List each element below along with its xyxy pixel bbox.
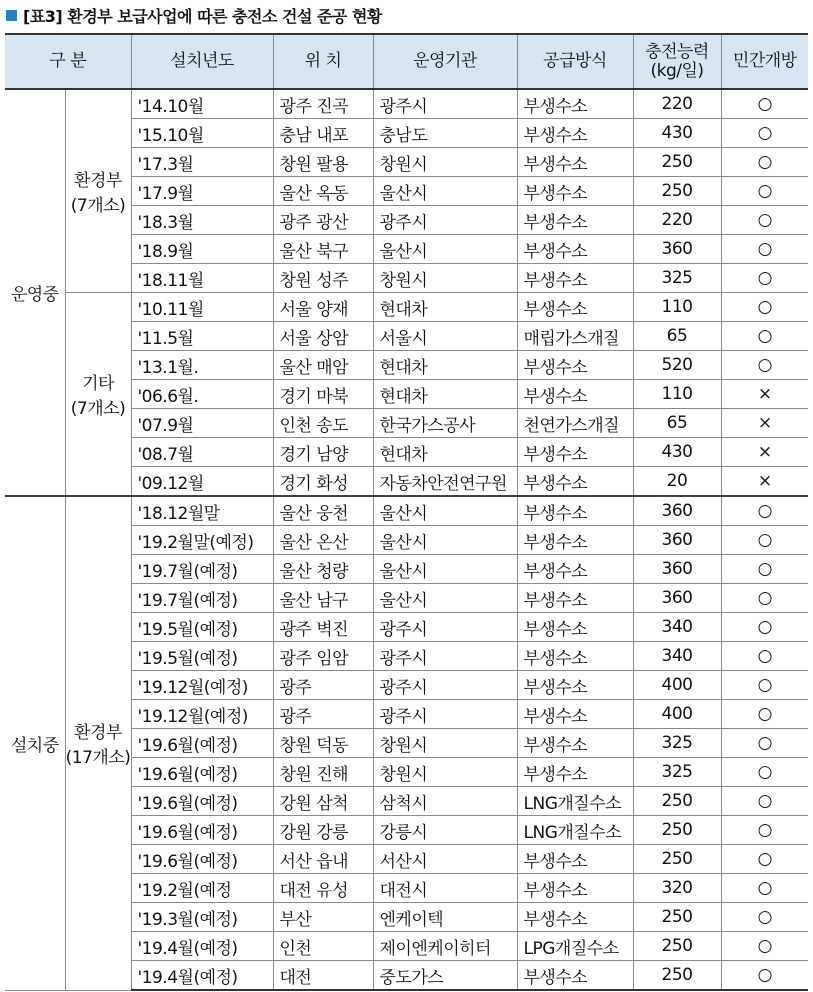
table-row [5, 293, 808, 322]
cell-supply: LNG개질수소 [517, 816, 633, 845]
cell-operator: 현대차 [373, 351, 517, 380]
cell-capacity: 430 [633, 119, 721, 148]
cell-location: 광주 광산 [273, 206, 373, 235]
group-label-moe17: 환경부 (17개소) [65, 496, 131, 990]
cell-capacity: 65 [633, 322, 721, 351]
station-table [5, 33, 808, 991]
group-label-moe7: 환경부 (7개소) [65, 89, 131, 293]
cell-public: ○ [721, 119, 808, 148]
cell-supply: 부생수소 [517, 496, 633, 526]
cell-public: ○ [721, 555, 808, 584]
cell-supply: 부생수소 [517, 177, 633, 206]
cell-operator: 창원시 [373, 729, 517, 758]
cell-operator: 광주시 [373, 642, 517, 671]
cell-location: 서산 읍내 [273, 845, 373, 874]
cell-year: '19.6월(예정) [131, 787, 273, 816]
cell-year: '11.5월 [131, 322, 273, 351]
header-capacity: 충전능력 (kg/일) [633, 34, 721, 89]
cell-capacity: 65 [633, 409, 721, 438]
cell-location: 창원 진해 [273, 758, 373, 787]
cell-year: '09.12월 [131, 467, 273, 497]
cell-public: × [721, 467, 808, 497]
cell-supply: 부생수소 [517, 264, 633, 293]
cell-operator: 울산시 [373, 496, 517, 526]
cell-capacity: 400 [633, 700, 721, 729]
cell-capacity: 250 [633, 787, 721, 816]
cell-location: 충남 내포 [273, 119, 373, 148]
cell-year: '19.2월말(예정) [131, 526, 273, 555]
cell-year: '17.3월 [131, 148, 273, 177]
cell-capacity: 110 [633, 293, 721, 322]
cell-operator: 광주시 [373, 89, 517, 119]
cell-year: '19.2월(예정 [131, 874, 273, 903]
cell-capacity: 220 [633, 89, 721, 119]
cell-operator: 광주시 [373, 700, 517, 729]
cell-supply: 부생수소 [517, 351, 633, 380]
cell-public: ○ [721, 496, 808, 526]
cell-year: '19.3월(예정) [131, 903, 273, 932]
cell-capacity: 360 [633, 526, 721, 555]
cell-supply: LNG개질수소 [517, 787, 633, 816]
cell-location: 광주 진곡 [273, 89, 373, 119]
cell-operator: 광주시 [373, 671, 517, 700]
cell-capacity: 520 [633, 351, 721, 380]
cell-capacity: 430 [633, 438, 721, 467]
cell-public: ○ [721, 148, 808, 177]
cell-supply: 부생수소 [517, 584, 633, 613]
cell-public: ○ [721, 264, 808, 293]
cell-location: 광주 [273, 700, 373, 729]
cell-operator: 창원시 [373, 264, 517, 293]
cell-year: '08.7월 [131, 438, 273, 467]
cell-supply: 부생수소 [517, 961, 633, 991]
cell-supply: 부생수소 [517, 613, 633, 642]
cell-public: ○ [721, 758, 808, 787]
cell-location: 울산 청량 [273, 555, 373, 584]
cell-public: ○ [721, 845, 808, 874]
cell-operator: 충남도 [373, 119, 517, 148]
cell-public: ○ [721, 903, 808, 932]
cell-location: 울산 남구 [273, 584, 373, 613]
cell-location: 울산 옥동 [273, 177, 373, 206]
cell-year: '19.12월(예정) [131, 671, 273, 700]
header-supply: 공급방식 [517, 34, 633, 89]
cell-capacity: 250 [633, 903, 721, 932]
cell-public: ○ [721, 89, 808, 119]
cell-location: 창원 팔용 [273, 148, 373, 177]
cell-public: ○ [721, 613, 808, 642]
cell-public: ○ [721, 235, 808, 264]
cell-public: ○ [721, 526, 808, 555]
cell-year: '19.6월(예정) [131, 729, 273, 758]
cell-operator: 광주시 [373, 613, 517, 642]
cell-year: '19.6월(예정) [131, 816, 273, 845]
cell-supply: 부생수소 [517, 148, 633, 177]
cell-year: '19.5월(예정) [131, 642, 273, 671]
table-body [5, 89, 808, 990]
cell-supply: 부생수소 [517, 671, 633, 700]
cell-public: ○ [721, 177, 808, 206]
cell-capacity: 400 [633, 671, 721, 700]
cell-supply: 부생수소 [517, 380, 633, 409]
cell-year: '19.5월(예정) [131, 613, 273, 642]
cell-capacity: 250 [633, 845, 721, 874]
cell-location: 창원 덕동 [273, 729, 373, 758]
cell-operator: 광주시 [373, 206, 517, 235]
cell-public: ○ [721, 874, 808, 903]
cell-capacity: 325 [633, 758, 721, 787]
cell-public: ○ [721, 932, 808, 961]
cell-operator: 현대차 [373, 293, 517, 322]
cell-year: '06.6월. [131, 380, 273, 409]
group-label-operating: 운영중 [5, 89, 65, 496]
cell-year: '18.9월 [131, 235, 273, 264]
cell-capacity: 360 [633, 584, 721, 613]
cell-year: '17.9월 [131, 177, 273, 206]
cell-supply: 부생수소 [517, 293, 633, 322]
cell-public: ○ [721, 729, 808, 758]
cell-year: '18.3월 [131, 206, 273, 235]
cell-public: ○ [721, 351, 808, 380]
cell-location: 경기 화성 [273, 467, 373, 497]
cell-supply: 천연가스개질 [517, 409, 633, 438]
cell-location: 울산 웅천 [273, 496, 373, 526]
cell-operator: 현대차 [373, 438, 517, 467]
cell-capacity: 250 [633, 148, 721, 177]
cell-capacity: 110 [633, 380, 721, 409]
cell-supply: 부생수소 [517, 467, 633, 497]
cell-supply: 부생수소 [517, 119, 633, 148]
cell-capacity: 20 [633, 467, 721, 497]
cell-year: '18.11월 [131, 264, 273, 293]
cell-capacity: 250 [633, 816, 721, 845]
header-year: 설치년도 [131, 34, 273, 89]
cell-supply: 부생수소 [517, 526, 633, 555]
cell-public: ○ [721, 816, 808, 845]
cell-supply: 부생수소 [517, 758, 633, 787]
cell-location: 울산 북구 [273, 235, 373, 264]
cell-location: 대전 [273, 961, 373, 991]
header-row [5, 34, 808, 89]
cell-year: '10.11월 [131, 293, 273, 322]
cell-capacity: 250 [633, 177, 721, 206]
group-label-other7: 기타 (7개소) [65, 293, 131, 497]
cell-capacity: 250 [633, 961, 721, 991]
cell-supply: LPG개질수소 [517, 932, 633, 961]
cell-location: 인천 송도 [273, 409, 373, 438]
cell-supply: 부생수소 [517, 89, 633, 119]
cell-year: '07.9월 [131, 409, 273, 438]
cell-public: ○ [721, 322, 808, 351]
cell-operator: 창원시 [373, 148, 517, 177]
cell-operator: 서울시 [373, 322, 517, 351]
cell-operator: 삼척시 [373, 787, 517, 816]
cell-year: '18.12월말 [131, 496, 273, 526]
cell-supply: 부생수소 [517, 438, 633, 467]
cell-location: 창원 성주 [273, 264, 373, 293]
cell-year: '19.7월(예정) [131, 555, 273, 584]
cell-supply: 부생수소 [517, 903, 633, 932]
cell-capacity: 325 [633, 729, 721, 758]
caption-square-icon [6, 10, 17, 21]
table-row [5, 496, 808, 526]
cell-location: 울산 온산 [273, 526, 373, 555]
cell-supply: 매립가스개질 [517, 322, 633, 351]
cell-location: 부산 [273, 903, 373, 932]
cell-location: 인천 [273, 932, 373, 961]
cell-public: ○ [721, 206, 808, 235]
cell-location: 광주 벽진 [273, 613, 373, 642]
cell-operator: 울산시 [373, 584, 517, 613]
cell-operator: 강릉시 [373, 816, 517, 845]
cell-public: ○ [721, 642, 808, 671]
cell-public: ○ [721, 700, 808, 729]
cell-operator: 울산시 [373, 235, 517, 264]
cell-location: 경기 마북 [273, 380, 373, 409]
header-category: 구 분 [5, 34, 131, 89]
cell-operator: 서산시 [373, 845, 517, 874]
cell-public: ○ [721, 293, 808, 322]
cell-year: '15.10월 [131, 119, 273, 148]
cell-location: 서울 양재 [273, 293, 373, 322]
cell-public: × [721, 380, 808, 409]
cell-location: 광주 임암 [273, 642, 373, 671]
cell-capacity: 360 [633, 235, 721, 264]
cell-operator: 울산시 [373, 526, 517, 555]
cell-operator: 창원시 [373, 758, 517, 787]
cell-location: 광주 [273, 671, 373, 700]
cell-operator: 자동차안전연구원 [373, 467, 517, 497]
cell-public: ○ [721, 671, 808, 700]
cell-location: 서울 상암 [273, 322, 373, 351]
cell-year: '19.4월(예정) [131, 932, 273, 961]
cell-year: '14.10월 [131, 89, 273, 119]
cell-supply: 부생수소 [517, 729, 633, 758]
cell-year: '19.6월(예정) [131, 758, 273, 787]
cell-location: 울산 매암 [273, 351, 373, 380]
cell-supply: 부생수소 [517, 845, 633, 874]
cell-public: ○ [721, 787, 808, 816]
cell-operator: 울산시 [373, 555, 517, 584]
cell-operator: 제이엔케이히터 [373, 932, 517, 961]
cell-operator: 중도가스 [373, 961, 517, 991]
cell-public: × [721, 409, 808, 438]
cell-capacity: 360 [633, 496, 721, 526]
group-label-installing: 설치중 [5, 496, 65, 990]
cell-year: '19.6월(예정) [131, 845, 273, 874]
cell-supply: 부생수소 [517, 642, 633, 671]
header-public: 민간개방 [721, 34, 808, 89]
cell-capacity: 360 [633, 555, 721, 584]
cell-capacity: 220 [633, 206, 721, 235]
table-row [5, 89, 808, 119]
cell-capacity: 340 [633, 613, 721, 642]
cell-location: 강원 강릉 [273, 816, 373, 845]
cell-location: 강원 삼척 [273, 787, 373, 816]
cell-year: '13.1월. [131, 351, 273, 380]
cell-public: ○ [721, 584, 808, 613]
cell-public: ○ [721, 961, 808, 991]
cell-location: 경기 남양 [273, 438, 373, 467]
cell-operator: 한국가스공사 [373, 409, 517, 438]
table-caption [6, 2, 382, 28]
cell-location: 대전 유성 [273, 874, 373, 903]
cell-operator: 엔케이텍 [373, 903, 517, 932]
cell-capacity: 325 [633, 264, 721, 293]
cell-capacity: 340 [633, 642, 721, 671]
cell-operator: 울산시 [373, 177, 517, 206]
header-location: 위 치 [273, 34, 373, 89]
cell-year: '19.7월(예정) [131, 584, 273, 613]
cell-operator: 대전시 [373, 874, 517, 903]
cell-public: × [721, 438, 808, 467]
header-operator: 운영기관 [373, 34, 517, 89]
cell-capacity: 320 [633, 874, 721, 903]
cell-operator: 현대차 [373, 380, 517, 409]
cell-supply: 부생수소 [517, 700, 633, 729]
caption-text: [표3] 환경부 보급사업에 따른 충전소 건설 준공 현황 [23, 6, 382, 26]
cell-year: '19.12월(예정) [131, 700, 273, 729]
cell-supply: 부생수소 [517, 206, 633, 235]
cell-supply: 부생수소 [517, 555, 633, 584]
cell-capacity: 250 [633, 932, 721, 961]
cell-supply: 부생수소 [517, 235, 633, 264]
cell-supply: 부생수소 [517, 874, 633, 903]
cell-year: '19.4월(예정) [131, 961, 273, 991]
